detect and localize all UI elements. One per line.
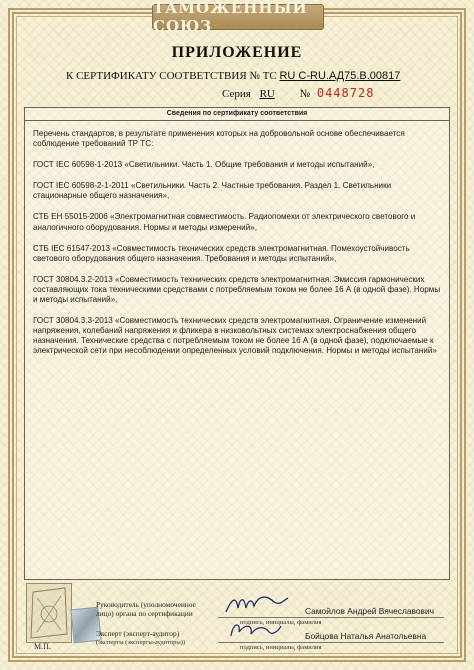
standard-item: СТБ IEC 61547-2013 «Совместимость технических средств электромагнитная. Помехоустойчивость светового оборудования общего назначения. Требования и методы испытаний», — [33, 243, 410, 263]
expert-signature-icon — [225, 618, 285, 642]
page-title: ПРИЛОЖЕНИЕ — [171, 44, 303, 61]
customs-union-banner — [152, 0, 324, 35]
expert-signature-line — [218, 642, 444, 643]
certificate-reference — [66, 70, 400, 82]
number-label: № — [299, 88, 311, 100]
head-role — [96, 601, 196, 618]
seal-stamp-icon — [26, 583, 72, 643]
standards-intro: Перечень стандартов, в результате применения которых на добровольной основе обеспечивается соблюдение требований ТР ТС: — [33, 129, 405, 149]
standard-item: ГОСТ IEC 60598-1-2013 «Светильники. Часть 1. Общие требования и методы испытаний», — [33, 160, 375, 170]
head-role-line1: Руководитель (уполномоченное — [96, 600, 196, 609]
standard-item: ГОСТ 30804.3.2-2013 «Совместимость технических средств электромагнитная. Эмиссия гармонических составляющих тока техническими средствами с потребляемым током не более 16 А (в одной фазе). Нормы и методы испытаний», — [33, 274, 441, 305]
expert-role-line1: Эксперт (эксперт-аудитор) — [96, 629, 180, 638]
standard-item: ГОСТ 30804.3.3-2013 «Совместимость технических средств электромагнитная. Ограничение изменений напряжения, колебаний напряжения и фликера в низковольтных системах электроснабжения общего назначения. Технические средства с потребляемым током не более 16 А (в одной фазе), подключаемые к электрической сети при несоблюдении определенных условий подключения. Нормы и методы испытаний» — [33, 316, 437, 356]
series-code: RU — [259, 88, 275, 100]
info-box-header: Сведения по сертификату соответствия — [25, 108, 449, 121]
certificate-info-box — [24, 107, 450, 580]
expert-role — [96, 630, 185, 647]
standards-list — [25, 121, 449, 357]
expert-role-sub: подпись, инициалы, фамилия — [240, 644, 322, 651]
series-line — [222, 86, 374, 100]
head-name: Самойлов Андрей Вячеславович — [305, 606, 435, 616]
series-number: 0448728 — [316, 86, 375, 100]
head-signature-icon — [222, 592, 292, 618]
expert-role-line2: (эксперты (эксперты-аудиторы)) — [96, 638, 186, 646]
series-label: Серия — [222, 88, 251, 100]
certificate-label: К СЕРТИФИКАТУ СООТВЕТСТВИЯ № ТС — [66, 70, 277, 82]
head-role-line2: лицо) органа по сертификации — [96, 608, 193, 618]
expert-name: Бойцова Наталья Анатольевна — [305, 631, 427, 641]
standard-item: СТБ ЕН 55015-2006 «Электромагнитная совместимость. Радиопомехи от электрического светового и аналогичного оборудования. Нормы и методы измерений», — [33, 212, 416, 232]
seal-label: М.П. — [34, 642, 51, 651]
certificate-number: RU C-RU.АД75.В.00817 — [279, 70, 401, 82]
head-role-sub: подпись, инициалы, фамилия — [240, 619, 322, 626]
banner-text: ТАМОЖЕННЫЙ СОЮЗ — [153, 0, 308, 35]
standard-item: ГОСТ IEC 60598-2-1-2011 «Светильники. Часть 2. Частные требования. Раздел 1. Светильники стационарные общего назначения», — [33, 181, 392, 201]
